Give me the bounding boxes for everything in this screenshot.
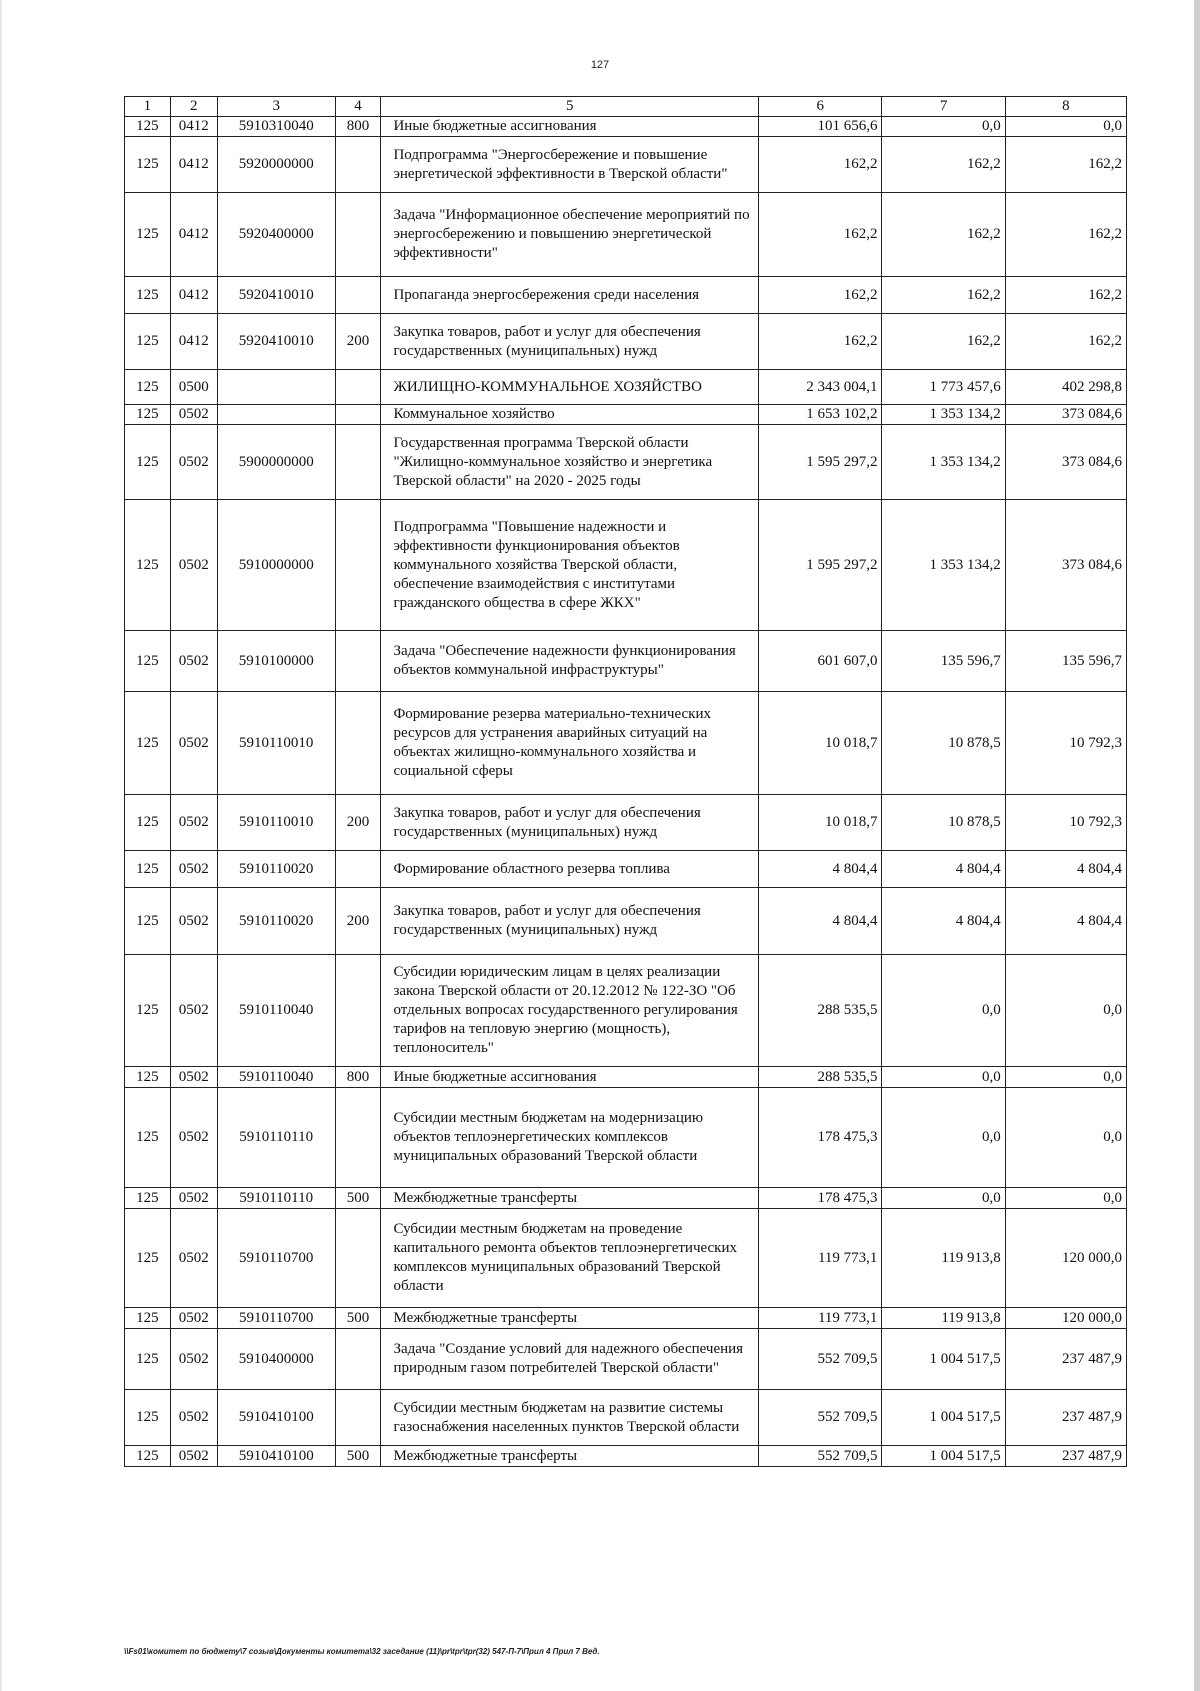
table-cell-c6: 119 773,1 — [759, 1209, 882, 1308]
table-cell-c3: 5910410100 — [217, 1446, 335, 1467]
table-cell-c7: 1 353 134,2 — [882, 500, 1005, 631]
table-cell-c6: 4 804,4 — [759, 851, 882, 888]
table-cell-c8: 373 084,6 — [1005, 425, 1126, 500]
table-cell-c2: 0500 — [170, 370, 217, 405]
table-cell-c4 — [335, 955, 381, 1067]
table-cell-c3: 5910100000 — [217, 631, 335, 692]
table-row — [125, 405, 1127, 425]
table-cell-c2: 0502 — [170, 888, 217, 955]
table-cell-c5: Формирование резерва материально-технических ресурсов для устранения аварийных ситуаций на объектах жилищно-коммунального хозяйства и социальной сферы — [381, 692, 759, 795]
table-cell-c3: 5910110040 — [217, 955, 335, 1067]
table-cell-c5: Задача "Создание условий для надежного обеспечения природным газом потребителей Тверской области" — [381, 1329, 759, 1390]
table-cell-c5: Коммунальное хозяйство — [381, 405, 759, 425]
table-cell-c6: 601 607,0 — [759, 631, 882, 692]
table-cell-c5: ЖИЛИЩНО-КОММУНАЛЬНОЕ ХОЗЯЙСТВО — [381, 370, 759, 405]
table-cell-c3: 5910110110 — [217, 1088, 335, 1188]
page-number: 127 — [590, 59, 610, 71]
table-cell-c4: 800 — [335, 117, 381, 137]
table-row — [125, 137, 1127, 193]
table-cell-c8: 120 000,0 — [1005, 1308, 1126, 1329]
table-cell-c6: 1 595 297,2 — [759, 425, 882, 500]
table-cell-c3: 5920000000 — [217, 137, 335, 193]
table-cell-c1: 125 — [125, 692, 171, 795]
column-header: 2 — [170, 97, 217, 117]
table-cell-c3: 5910110700 — [217, 1209, 335, 1308]
table-cell-c8: 0,0 — [1005, 1088, 1126, 1188]
table-row — [125, 1446, 1127, 1467]
table-row — [125, 955, 1127, 1067]
table-cell-c7: 162,2 — [882, 137, 1005, 193]
table-cell-c6: 162,2 — [759, 314, 882, 370]
table-cell-c5: Задача "Обеспечение надежности функционирования объектов коммунальной инфраструктуры" — [381, 631, 759, 692]
table-cell-c8: 10 792,3 — [1005, 692, 1126, 795]
table-row — [125, 425, 1127, 500]
budget-table — [124, 96, 1127, 1467]
table-cell-c5: Иные бюджетные ассигнования — [381, 1067, 759, 1088]
table-cell-c8: 373 084,6 — [1005, 405, 1126, 425]
table-cell-c4 — [335, 370, 381, 405]
table-cell-c6: 162,2 — [759, 193, 882, 277]
table-cell-c5: Субсидии местным бюджетам на проведение капитального ремонта объектов теплоэнергетических комплексов муниципальных образований Тверской области — [381, 1209, 759, 1308]
table-cell-c7: 0,0 — [882, 955, 1005, 1067]
table-cell-c4: 500 — [335, 1446, 381, 1467]
table-row — [125, 1308, 1127, 1329]
table-cell-c1: 125 — [125, 277, 171, 314]
table-cell-c4 — [335, 1088, 381, 1188]
table-cell-c7: 119 913,8 — [882, 1308, 1005, 1329]
table-cell-c7: 4 804,4 — [882, 888, 1005, 955]
table-cell-c7: 4 804,4 — [882, 851, 1005, 888]
table-cell-c1: 125 — [125, 888, 171, 955]
table-cell-c8: 0,0 — [1005, 955, 1126, 1067]
table-cell-c3: 5910110700 — [217, 1308, 335, 1329]
table-cell-c5: Подпрограмма "Повышение надежности и эффективности функционирования объектов коммунального хозяйства Тверской области, обеспечение взаимодействия с институтами гражданского общества в сфере ЖКХ" — [381, 500, 759, 631]
table-cell-c2: 0412 — [170, 193, 217, 277]
table-cell-c1: 125 — [125, 370, 171, 405]
table-row — [125, 314, 1127, 370]
table-cell-c1: 125 — [125, 405, 171, 425]
table-cell-c1: 125 — [125, 500, 171, 631]
table-cell-c1: 125 — [125, 314, 171, 370]
table-cell-c2: 0412 — [170, 314, 217, 370]
table-cell-c5: Межбюджетные трансферты — [381, 1308, 759, 1329]
column-header: 5 — [381, 97, 759, 117]
table-cell-c1: 125 — [125, 117, 171, 137]
table-cell-c8: 0,0 — [1005, 1067, 1126, 1088]
table-cell-c7: 162,2 — [882, 314, 1005, 370]
table-cell-c5: Межбюджетные трансферты — [381, 1446, 759, 1467]
table-cell-c3: 5910400000 — [217, 1329, 335, 1390]
table-cell-c4 — [335, 500, 381, 631]
table-cell-c8: 0,0 — [1005, 1188, 1126, 1209]
table-cell-c4 — [335, 137, 381, 193]
table-row — [125, 1088, 1127, 1188]
table-cell-c2: 0502 — [170, 955, 217, 1067]
table-cell-c5: Закупка товаров, работ и услуг для обеспечения государственных (муниципальных) нужд — [381, 795, 759, 851]
table-cell-c7: 1 004 517,5 — [882, 1446, 1005, 1467]
column-header: 1 — [125, 97, 171, 117]
table-row — [125, 888, 1127, 955]
table-cell-c1: 125 — [125, 631, 171, 692]
table-cell-c8: 162,2 — [1005, 277, 1126, 314]
table-cell-c5: Межбюджетные трансферты — [381, 1188, 759, 1209]
table-cell-c4 — [335, 692, 381, 795]
table-cell-c2: 0502 — [170, 1067, 217, 1088]
table-cell-c6: 178 475,3 — [759, 1088, 882, 1188]
table-cell-c7: 1 773 457,6 — [882, 370, 1005, 405]
table-cell-c6: 162,2 — [759, 137, 882, 193]
table-cell-c3 — [217, 405, 335, 425]
table-cell-c2: 0502 — [170, 1209, 217, 1308]
table-cell-c6: 288 535,5 — [759, 955, 882, 1067]
table-cell-c4 — [335, 1209, 381, 1308]
table-cell-c1: 125 — [125, 1088, 171, 1188]
table-cell-c8: 402 298,8 — [1005, 370, 1126, 405]
file-path-footer: \\Fs01\комитет по бюджету\7 созыв\Документы комитета\32 заседание (11)\pr\tpr\tpr(32) 547-П-7\Прил 4 Прил 7 Вед. — [124, 1647, 600, 1656]
table-cell-c6: 2 343 004,1 — [759, 370, 882, 405]
table-cell-c7: 0,0 — [882, 1067, 1005, 1088]
column-header: 8 — [1005, 97, 1126, 117]
table-cell-c3: 5920410010 — [217, 277, 335, 314]
table-cell-c5: Закупка товаров, работ и услуг для обеспечения государственных (муниципальных) нужд — [381, 888, 759, 955]
table-cell-c8: 4 804,4 — [1005, 888, 1126, 955]
table-cell-c1: 125 — [125, 955, 171, 1067]
table-cell-c5: Субсидии местным бюджетам на модернизацию объектов теплоэнергетических комплексов муниципальных образований Тверской области — [381, 1088, 759, 1188]
table-row — [125, 117, 1127, 137]
table-cell-c6: 10 018,7 — [759, 692, 882, 795]
table-cell-c4: 200 — [335, 314, 381, 370]
column-header: 6 — [759, 97, 882, 117]
table-cell-c8: 10 792,3 — [1005, 795, 1126, 851]
table-row — [125, 795, 1127, 851]
table-cell-c6: 552 709,5 — [759, 1390, 882, 1446]
table-cell-c6: 288 535,5 — [759, 1067, 882, 1088]
table-cell-c1: 125 — [125, 193, 171, 277]
table-cell-c2: 0502 — [170, 631, 217, 692]
table-cell-c2: 0502 — [170, 405, 217, 425]
table-cell-c1: 125 — [125, 1067, 171, 1088]
table-cell-c4 — [335, 425, 381, 500]
table-cell-c2: 0502 — [170, 1188, 217, 1209]
table-cell-c3: 5910000000 — [217, 500, 335, 631]
table-cell-c7: 119 913,8 — [882, 1209, 1005, 1308]
table-cell-c8: 135 596,7 — [1005, 631, 1126, 692]
table-row — [125, 1209, 1127, 1308]
table-cell-c7: 0,0 — [882, 117, 1005, 137]
table-cell-c4: 800 — [335, 1067, 381, 1088]
table-cell-c1: 125 — [125, 1446, 171, 1467]
table-row — [125, 692, 1127, 795]
table-cell-c7: 10 878,5 — [882, 692, 1005, 795]
table-cell-c5: Субсидии местным бюджетам на развитие системы газоснабжения населенных пунктов Тверской области — [381, 1390, 759, 1446]
table-cell-c5: Закупка товаров, работ и услуг для обеспечения государственных (муниципальных) нужд — [381, 314, 759, 370]
table-cell-c8: 162,2 — [1005, 193, 1126, 277]
table-cell-c3: 5900000000 — [217, 425, 335, 500]
table-cell-c1: 125 — [125, 1188, 171, 1209]
table-cell-c4: 500 — [335, 1188, 381, 1209]
table-cell-c6: 552 709,5 — [759, 1329, 882, 1390]
table-cell-c3: 5910110020 — [217, 888, 335, 955]
table-cell-c8: 0,0 — [1005, 117, 1126, 137]
table-cell-c6: 10 018,7 — [759, 795, 882, 851]
table-cell-c7: 135 596,7 — [882, 631, 1005, 692]
table-cell-c8: 162,2 — [1005, 314, 1126, 370]
table-cell-c3: 5920400000 — [217, 193, 335, 277]
table-cell-c4: 200 — [335, 888, 381, 955]
table-cell-c2: 0502 — [170, 795, 217, 851]
table-cell-c8: 4 804,4 — [1005, 851, 1126, 888]
table-cell-c1: 125 — [125, 137, 171, 193]
table-cell-c8: 373 084,6 — [1005, 500, 1126, 631]
table-cell-c3: 5910110020 — [217, 851, 335, 888]
table-cell-c1: 125 — [125, 851, 171, 888]
table-cell-c5: Подпрограмма "Энергосбережение и повышение энергетической эффективности в Тверской области" — [381, 137, 759, 193]
table-cell-c2: 0502 — [170, 1390, 217, 1446]
table-cell-c5: Формирование областного резерва топлива — [381, 851, 759, 888]
table-cell-c1: 125 — [125, 425, 171, 500]
table-cell-c4 — [335, 631, 381, 692]
table-cell-c5: Государственная программа Тверской области "Жилищно-коммунальное хозяйство и энергетика Тверской области" на 2020 - 2025 годы — [381, 425, 759, 500]
table-row — [125, 1188, 1127, 1209]
table-row — [125, 851, 1127, 888]
table-cell-c2: 0502 — [170, 425, 217, 500]
table-cell-c1: 125 — [125, 1329, 171, 1390]
table-cell-c5: Пропаганда энергосбережения среди населения — [381, 277, 759, 314]
table-cell-c1: 125 — [125, 1308, 171, 1329]
table-cell-c2: 0412 — [170, 277, 217, 314]
table-cell-c6: 178 475,3 — [759, 1188, 882, 1209]
table-cell-c8: 162,2 — [1005, 137, 1126, 193]
table-cell-c1: 125 — [125, 1209, 171, 1308]
table-cell-c2: 0412 — [170, 137, 217, 193]
table-row — [125, 500, 1127, 631]
table-cell-c7: 1 353 134,2 — [882, 405, 1005, 425]
table-cell-c4: 500 — [335, 1308, 381, 1329]
table-cell-c6: 1 595 297,2 — [759, 500, 882, 631]
table-cell-c3: 5920410010 — [217, 314, 335, 370]
table-cell-c1: 125 — [125, 795, 171, 851]
table-cell-c7: 162,2 — [882, 277, 1005, 314]
header-row — [125, 97, 1127, 117]
table-cell-c2: 0502 — [170, 500, 217, 631]
table-cell-c8: 120 000,0 — [1005, 1209, 1126, 1308]
table-cell-c5: Иные бюджетные ассигнования — [381, 117, 759, 137]
table-cell-c7: 10 878,5 — [882, 795, 1005, 851]
table-cell-c2: 0502 — [170, 1088, 217, 1188]
table-cell-c2: 0502 — [170, 692, 217, 795]
table-cell-c8: 237 487,9 — [1005, 1446, 1126, 1467]
table-cell-c3: 5910410100 — [217, 1390, 335, 1446]
table-cell-c5: Субсидии юридическим лицам в целях реализации закона Тверской области от 20.12.2012 № 122-ЗО "Об отдельных вопросах государственного регулирования тарифов на тепловую энергию (мощность), теплоноситель" — [381, 955, 759, 1067]
table-row — [125, 1067, 1127, 1088]
table-cell-c7: 1 353 134,2 — [882, 425, 1005, 500]
table-cell-c7: 1 004 517,5 — [882, 1390, 1005, 1446]
table-cell-c2: 0502 — [170, 1446, 217, 1467]
table-cell-c6: 1 653 102,2 — [759, 405, 882, 425]
table-cell-c2: 0502 — [170, 1329, 217, 1390]
table-row — [125, 1390, 1127, 1446]
table-cell-c4 — [335, 1390, 381, 1446]
table-row — [125, 1329, 1127, 1390]
column-header: 7 — [882, 97, 1005, 117]
table-cell-c3: 5910310040 — [217, 117, 335, 137]
table-row — [125, 370, 1127, 405]
table-cell-c6: 119 773,1 — [759, 1308, 882, 1329]
table-cell-c2: 0412 — [170, 117, 217, 137]
table-cell-c3: 5910110010 — [217, 692, 335, 795]
table-row — [125, 193, 1127, 277]
table-cell-c4: 200 — [335, 795, 381, 851]
table-cell-c7: 0,0 — [882, 1188, 1005, 1209]
table-cell-c6: 4 804,4 — [759, 888, 882, 955]
table-cell-c3: 5910110010 — [217, 795, 335, 851]
table-cell-c2: 0502 — [170, 851, 217, 888]
scan-edge-left — [0, 0, 2, 1691]
table-cell-c8: 237 487,9 — [1005, 1390, 1126, 1446]
table-cell-c4 — [335, 277, 381, 314]
table-cell-c7: 0,0 — [882, 1088, 1005, 1188]
table-row — [125, 631, 1127, 692]
column-header: 4 — [335, 97, 381, 117]
table-cell-c3: 5910110040 — [217, 1067, 335, 1088]
table-cell-c7: 162,2 — [882, 193, 1005, 277]
table-row — [125, 277, 1127, 314]
table-cell-c2: 0502 — [170, 1308, 217, 1329]
table-cell-c7: 1 004 517,5 — [882, 1329, 1005, 1390]
table-cell-c4 — [335, 193, 381, 277]
table-cell-c8: 237 487,9 — [1005, 1329, 1126, 1390]
table-cell-c4 — [335, 405, 381, 425]
table-cell-c6: 162,2 — [759, 277, 882, 314]
table-cell-c5: Задача "Информационное обеспечение мероприятий по энергосбережению и повышению энергетической эффективности" — [381, 193, 759, 277]
table-cell-c6: 552 709,5 — [759, 1446, 882, 1467]
table-cell-c4 — [335, 851, 381, 888]
table-cell-c6: 101 656,6 — [759, 117, 882, 137]
scan-edge-right — [1194, 0, 1200, 1691]
table-cell-c1: 125 — [125, 1390, 171, 1446]
column-header: 3 — [217, 97, 335, 117]
table-cell-c4 — [335, 1329, 381, 1390]
table-cell-c3: 5910110110 — [217, 1188, 335, 1209]
table-cell-c3 — [217, 370, 335, 405]
